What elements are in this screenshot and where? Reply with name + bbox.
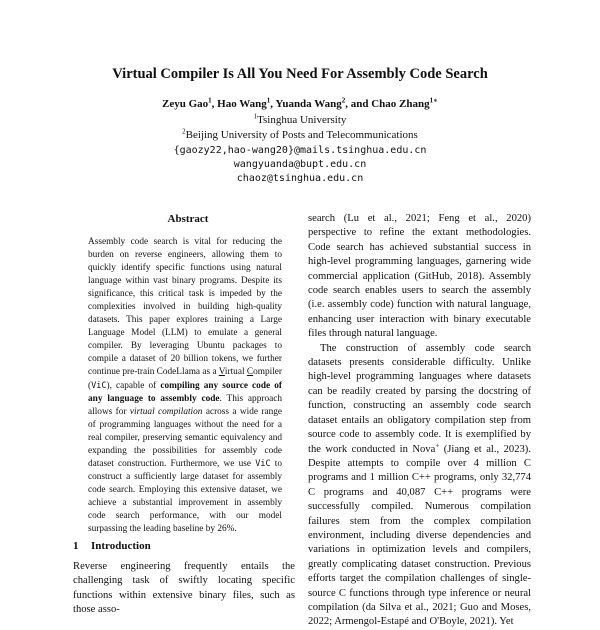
- email-line-2: wangyuanda@bupt.edu.cn: [233, 159, 367, 170]
- abstract-body: Assembly code search is vital for reducing the burden on reverse engineers, allowing them to quickly identify specific functions using natural language within vast binary programs. Despite its significance, this critical task is impeded by the complexities involved in building high-quality datasets. This paper explores training a Large Language Model (LLM) to emulate a general compiler. By leveraging Ubuntu packages to compile a dataset of 20 billion tokens, we further continue pre-train CodeLlama as a Virtual Compiler (ViC), capable of compiling any source code of any language to assembly code. This approach allows for virtual compilation across a wide range of programming languages without the need for a real compiler, preserving semantic equivalency and expanding the possibilities for assembly code dataset construction. Furthermore, we use ViC to construct a sufficiently large dataset for assembly code search. Employing this extensive dataset, we achieve a substantial improvement in assembly code search performance, with our model surpassing the leading baseline by 26%.: [88, 237, 283, 535]
- section-title: Introduction: [91, 540, 151, 552]
- author-name: and Chao Zhang: [350, 98, 430, 110]
- author-list: Zeyu Gao$^1$, Hao Wang$^1$, Yuanda Wang$^2$, and Chao Zhang$^{1∗}$: [162, 96, 438, 110]
- abstract-text: . This approach allows for: [88, 393, 283, 417]
- superscript: +: [435, 440, 440, 449]
- vic-code: ViC: [91, 380, 107, 391]
- abstract-text: , capable of: [109, 380, 157, 391]
- paragraph-text: (Jiang et al., 2023). Despite attempts to compile over 4 million C programs and 1 million C++ programs, only 32,774 C programs and 40,087 C++ programs were successfully compiled. Numerous compilation failures stem from the complex compilation environment, including diverse dependencies and variations in optimization levels and compilers, greatly complicating dataset construction. Previous efforts target the compilation challenges of single-source C functions through type inference or neural compilation (da Silva et al., 2021; Guo and Moses, 2022; Armengol-Estapé and O'Boyle, 2021). Yet: [308, 443, 531, 628]
- introduction-left-text: Reverse engineering frequently entails the challenging task of swiftly locating specific functions within extensive binary files, such as those asso-: [73, 561, 295, 616]
- abstract-text: irtual: [224, 367, 245, 378]
- author-affiliation-mark: 1: [208, 96, 212, 105]
- author-name: Yuanda Wang: [275, 98, 342, 110]
- author-affiliation-mark: 1∗: [429, 96, 438, 105]
- section-heading-introduction: [73, 540, 151, 552]
- section-number: 1: [73, 540, 79, 552]
- author-name: Zeyu Gao: [162, 98, 209, 110]
- affiliation-name: Beijing University of Posts and Telecommunications: [185, 129, 418, 141]
- affiliation-name: Tsinghua University: [257, 114, 347, 126]
- author-affiliation-mark: 2: [341, 96, 346, 105]
- affiliation-1: [0, 114, 600, 126]
- paper-title: Virtual Compiler Is All You Need For Assembly Code Search: [112, 66, 488, 82]
- author-name: Hao Wang: [217, 98, 267, 110]
- abstract-emphasis: V: [218, 367, 225, 378]
- abstract-text: ompiler: [253, 367, 283, 378]
- abstract-emphasis: virtual compilation: [129, 406, 203, 417]
- affiliation-mark: 1: [253, 112, 258, 121]
- right-column-body: [308, 212, 531, 630]
- paragraph: [308, 342, 531, 630]
- affiliation-2: [0, 129, 600, 141]
- email-line-1: {gaozy22,hao-wang20}@mails.tsinghua.edu.cn: [173, 145, 427, 156]
- paragraph-text: The construction of assembly code search datasets presents considerable difficulty. Unlike high-level programming languages where datasets can be readily created by parsing the docstring of function, constructing an assembly code search dataset entails an obligatory compilation step from source code to assembly code. It is exemplified by the work conducted in Nova: [308, 342, 531, 455]
- abstract-text: to construct a sufficiently large dataset for assembly code search. Employing this extensive dataset, we achieve a substantial improvement in assembly code search performance, with our model surpassing the leading baseline by 26%.: [88, 458, 283, 535]
- vic-code: ViC: [255, 458, 271, 469]
- abstract-text: Assembly code search is vital for reducing the burden on reverse engineers, allowing them to quickly identify specific functions using natural language within vast binary programs. Despite its significance, this critical task is impeded by the complexities involved in building high-quality datasets. This paper explores training a Large Language Model (LLM) to emulate a general compiler. By leveraging Ubuntu packages to compile a dataset of 20 billion tokens, we further continue pre-train CodeLlama as a: [88, 237, 282, 378]
- email-line-3: chaoz@tsinghua.edu.cn: [236, 173, 364, 184]
- abstract-text: across a wide range of programming languages without the need for a real compiler, preserving semantic equivalency and expanding the possibilities for assembly code dataset construction. Furthermore, we use: [88, 406, 282, 469]
- paragraph: search (Lu et al., 2021; Feng et al., 2020) perspective to refine the extant methodologies. Code search has achieved substantial success in high-level programming languages, garnering wide commercial application (GitHub, 2018). Assembly code search enables users to search the assembly (i.e. assembly code) function with natural language, enhancing user interaction with binary executable files through natural language.: [308, 213, 531, 340]
- abstract-emphasis: C: [246, 367, 254, 378]
- abstract-emphasis: compiling any source code of any language to assembly code: [88, 380, 282, 404]
- abstract-heading: Abstract: [167, 213, 209, 225]
- author-affiliation-mark: 1: [266, 96, 271, 105]
- affiliation-mark: 2: [182, 127, 186, 136]
